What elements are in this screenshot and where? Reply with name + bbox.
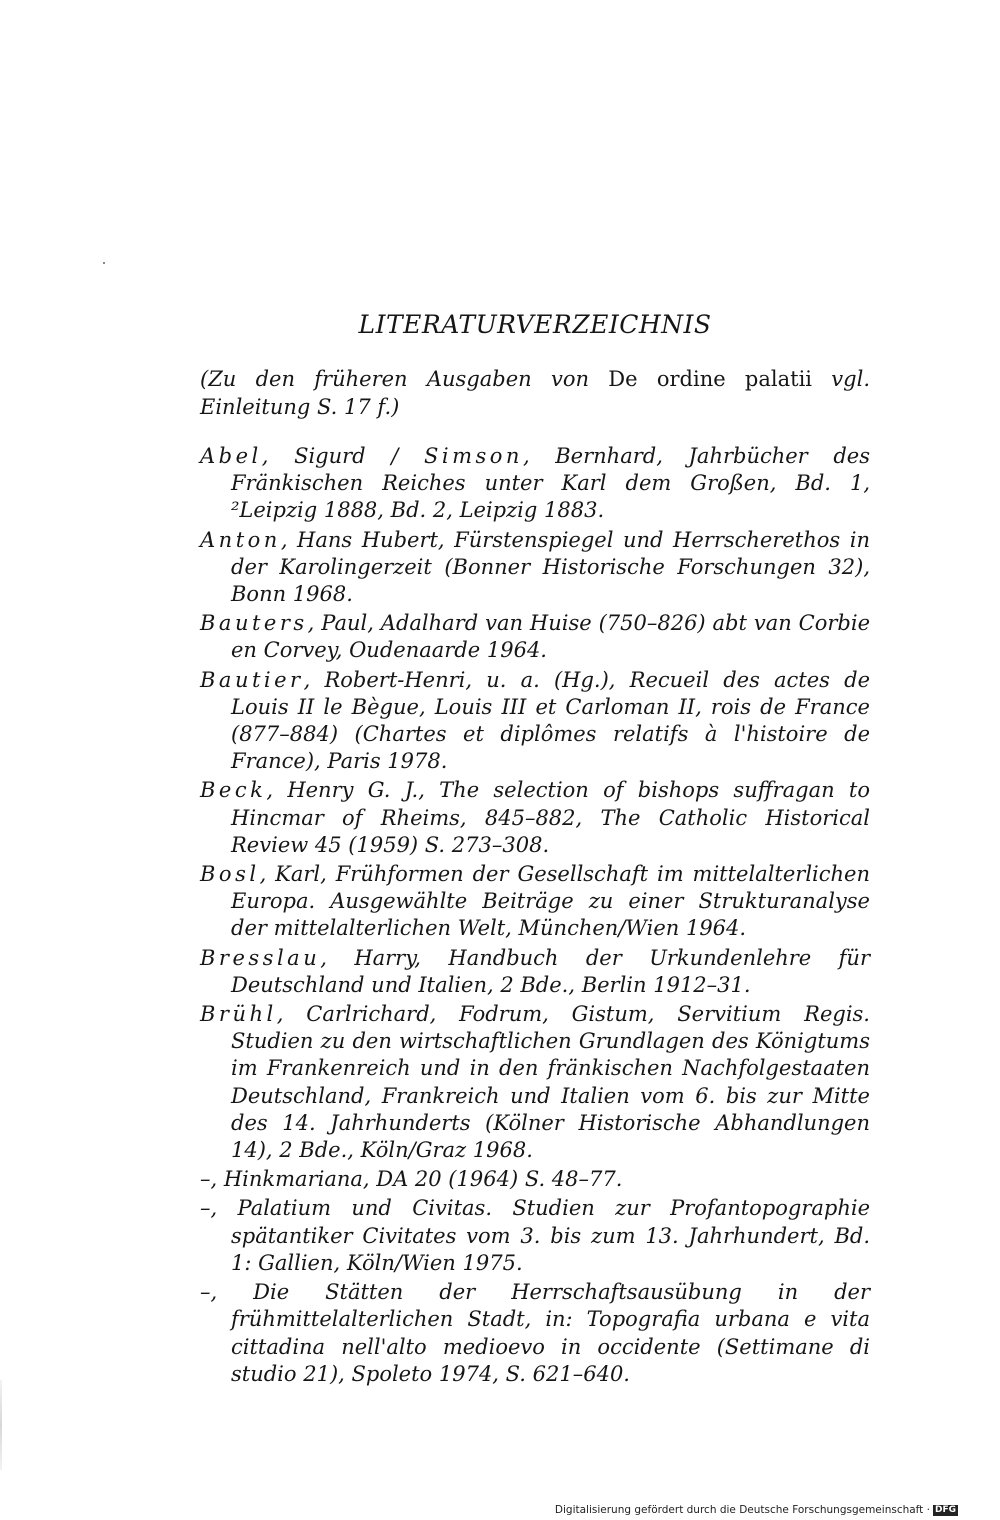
intro-text-start: (Zu den früheren Ausgaben von — [200, 367, 609, 391]
entry-text: , Sigurd / — [261, 444, 424, 468]
page-title: LITERATURVERZEICHNIS — [358, 310, 712, 339]
entry-author: Abel — [200, 444, 262, 468]
entry-author: Anton — [200, 527, 281, 552]
entry-author: Bautier — [200, 667, 304, 692]
bibliography-list — [200, 443, 870, 1390]
entry-ditto-dash: – — [200, 1280, 211, 1305]
entry-text: , Harry, Handbuch der Urkundenlehre für Deutschland und Italien, 2 Bde., Berlin 1912–31. — [231, 945, 870, 997]
entry-author-second: Simson — [423, 444, 523, 468]
bibliography-entry-bruehl-palatium — [200, 1195, 870, 1277]
entry-text: , Henry G. J., The selection of bishops suffragan to Hincmar of Rheims, 845–882, The Catholic Historical Review 45 (1959) S. 273–308. — [231, 778, 870, 857]
entry-text: , Robert-Henri, u. a. (Hg.), Recueil des actes de Louis II le Bègue, Louis III et Carloman II, rois de France (877–884) (Chartes et diplômes relatifs à l'histoire de France), Paris 1978. — [231, 667, 870, 774]
bibliography-entry-beck — [200, 777, 870, 859]
entry-author: Bresslau — [200, 945, 321, 970]
entry-text: , Karl, Frühformen der Gesellschaft im mittelalterlichen Europa. Ausgewählte Beiträge zu einer Strukturanalyse der mittelalterlichen Welt, München/Wien 1964. — [231, 862, 870, 941]
entry-author: Beck — [200, 778, 267, 803]
entry-text: , Die Stätten der Herrschaftsausübung in der frühmittelalterlichen Stadt, in: Topografia urbana e vita cittadina nell'alto medioevo in occidente (Settimane di studio 21), Spoleto 1974, S. 621–640. — [210, 1280, 870, 1386]
bibliography-entry-bresslau — [200, 945, 870, 999]
scan-edge-shadow — [0, 1380, 2, 1470]
entry-author: Bosl — [200, 862, 260, 887]
dfg-logo: DFG — [934, 1504, 956, 1515]
entry-author: Bauters — [200, 611, 308, 636]
digitization-credit — [555, 1504, 958, 1517]
entry-text: , Hinkmariana, DA 20 (1964) S. 48–77. — [210, 1167, 623, 1192]
bibliography-entry-bautier — [200, 667, 870, 776]
entry-text: , Hans Hubert, Fürstenspiegel und Herrscherethos in der Karolingerzeit (Bonner Historische Forschungen 32), Bonn 1968. — [231, 527, 870, 607]
entry-text: , Palatium und Civitas. Studien zur Profantopographie spätantiker Civitates vom 3. bis zum 13. Jahrhundert, Bd. 1: Gallien, Köln/Wien 1975. — [210, 1196, 870, 1275]
scan-speck — [103, 262, 105, 264]
entry-text-continued: , Bernhard, Jahrbücher des Fränkischen Reiches unter Karl dem Großen, Bd. 1, ²Leipzig 1888, Bd. 2, Leipzig 1883. — [231, 444, 871, 523]
entry-ditto-dash: – — [200, 1196, 211, 1221]
bibliography-entry-anton — [200, 527, 870, 609]
bibliography-entry-bosl — [200, 861, 870, 943]
entry-text: , Carlrichard, Fodrum, Gistum, Servitium Regis. Studien zu den wirtschaftlichen Grundlagen des Königtums im Frankenreich und in den fränkischen Nachfolgestaaten Deutschland, Frankreich und Italien vom 6. bis zur Mitte des 14. Jahrhunderts (Kölner Historische Abhandlungen 14), 2 Bde., Köln/Graz 1968. — [231, 1002, 870, 1163]
bibliography-entry-abel-simson — [200, 443, 870, 525]
bibliography-entry-bruehl-staetten — [200, 1279, 870, 1388]
intro-work-title: De ordine palatii — [608, 367, 813, 391]
bibliography-entry-bruehl-hinkmariana — [200, 1166, 870, 1193]
intro-text-end: vgl. Einleitung S. 17 f.) — [200, 367, 871, 419]
credit-text: Digitalisierung gefördert durch die Deutsche Forschungsgemeinschaft · — [554, 1504, 930, 1516]
entry-author: Brühl — [200, 1002, 277, 1027]
intro-note — [200, 366, 870, 421]
entry-ditto-dash: – — [200, 1167, 211, 1192]
bibliography-entry-bauters — [200, 610, 870, 664]
entry-text: , Paul, Adalhard van Huise (750–826) abt van Corbie en Corvey, Oudenaarde 1964. — [231, 611, 870, 663]
bibliography-entry-bruehl-fodrum — [200, 1001, 870, 1164]
